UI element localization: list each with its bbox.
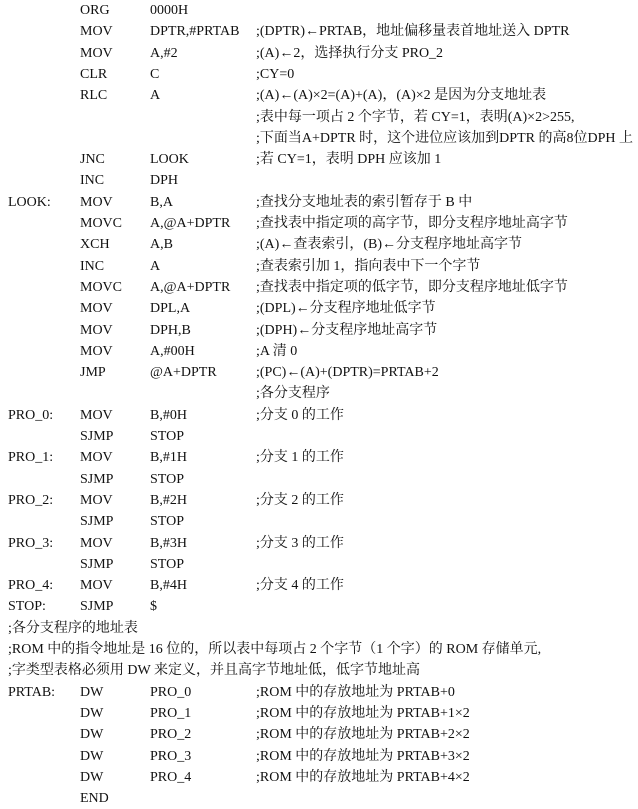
code-mnemonic: SJMP (80, 599, 114, 615)
code-line (0, 405, 638, 426)
code-line (0, 554, 638, 575)
code-line (0, 192, 638, 213)
code-line (0, 341, 638, 362)
code-operand: A,#00H (150, 343, 195, 359)
code-mnemonic: XCH (80, 237, 110, 253)
code-line (0, 746, 638, 767)
code-comment: ;ROM 中的存放地址为 PRTAB+0 (256, 684, 455, 700)
code-line (0, 490, 638, 511)
code-operand: A (150, 88, 161, 104)
code-label: PRO_2: (8, 492, 54, 508)
code-line (0, 426, 638, 447)
code-operand: B,#2H (150, 492, 187, 508)
code-mnemonic: MOV (80, 322, 113, 338)
code-mnemonic: MOV (80, 407, 113, 423)
code-operand: STOP (150, 429, 184, 444)
code-comment: ;下面当A+DPTR 时，这个进位应该加到DPTR 的高8位DPH 上 (256, 130, 633, 146)
code-mnemonic: DW (80, 727, 104, 743)
code-line (0, 660, 638, 681)
code-operand: PRO_4 (150, 769, 192, 785)
comment-line: ;各分支程序的地址表 (8, 620, 138, 636)
code-line (0, 639, 638, 660)
code-label: PRO_4: (8, 578, 54, 594)
code-label: LOOK: (8, 194, 51, 210)
code-operand: A,@A+DPTR (150, 216, 231, 231)
code-mnemonic: MOV (80, 450, 113, 466)
code-line (0, 64, 638, 85)
code-line (0, 320, 638, 341)
code-operand: B,#0H (150, 407, 187, 423)
code-line (0, 703, 638, 724)
code-line (0, 511, 638, 532)
code-operand: A (150, 258, 161, 274)
code-line (0, 277, 638, 298)
code-comment: ;各分支程序 (256, 386, 330, 402)
code-mnemonic: MOV (80, 492, 113, 508)
code-line (0, 533, 638, 554)
code-operand: STOP (150, 514, 184, 530)
code-comment: ;(DPL)←分支程序地址低字节 (256, 301, 436, 317)
code-comment: ;查找分支地址表的索引暂存于 B 中 (256, 194, 473, 210)
code-operand: B,#1H (150, 450, 187, 466)
code-comment: ;(DPTR)←PRTAB，地址偏移量表首地址送入 DPTR (256, 24, 570, 40)
code-operand: @A+DPTR (150, 365, 217, 381)
code-operand: PRO_1 (150, 705, 192, 721)
code-mnemonic: CLR (80, 66, 108, 82)
code-mnemonic: SJMP (80, 556, 114, 572)
code-mnemonic: MOVC (80, 216, 123, 231)
code-label: PRTAB: (8, 684, 56, 700)
code-comment: ;(A)←2，选择执行分支 PRO_2 (256, 45, 444, 61)
code-operand: B,A (150, 194, 173, 210)
code-mnemonic: INC (80, 258, 105, 274)
code-mnemonic: END (80, 791, 109, 807)
code-operand: B,#4H (150, 578, 187, 594)
code-comment: ;CY=0 (256, 66, 295, 82)
code-comment: ;查找表中指定项的低字节，即分支程序地址低字节 (256, 279, 568, 295)
code-mnemonic: DW (80, 748, 104, 764)
code-line (0, 618, 638, 639)
code-mnemonic: JMP (80, 365, 106, 381)
code-mnemonic: MOV (80, 343, 113, 359)
code-mnemonic: DW (80, 769, 104, 785)
code-mnemonic: ORG (80, 3, 110, 18)
code-comment: ;(PC)←(A)+(DPTR)=PRTAB+2 (256, 365, 439, 381)
code-mnemonic: MOV (80, 578, 113, 594)
code-operand: A,#2 (150, 45, 178, 61)
code-comment: ;ROM 中的存放地址为 PRTAB+3×2 (256, 748, 470, 764)
code-operand: DPTR,#PRTAB (150, 24, 240, 40)
code-comment: ;表中每一项占 2 个字节，若 CY=1，表明(A)×2>255, (256, 109, 575, 125)
code-comment: ;分支 0 的工作 (256, 407, 344, 423)
code-line (0, 213, 638, 234)
code-mnemonic: MOV (80, 45, 113, 61)
code-mnemonic: INC (80, 173, 105, 189)
code-line (0, 469, 638, 490)
code-line (0, 0, 638, 21)
code-mnemonic: MOV (80, 194, 113, 210)
code-comment: ;若 CY=1，表明 DPH 应该加 1 (256, 152, 442, 168)
code-operand: STOP (150, 471, 184, 487)
code-comment: ;(A)←(A)×2=(A)+(A)，(A)×2 是因为分支地址表 (256, 88, 547, 104)
code-comment: ;分支 2 的工作 (256, 492, 344, 508)
code-line (0, 170, 638, 191)
code-comment: ;ROM 中的存放地址为 PRTAB+4×2 (256, 769, 470, 785)
code-operand: $ (150, 599, 157, 615)
code-label: PRO_1: (8, 450, 54, 466)
code-comment: ;查表索引加 1，指向表中下一个字节 (256, 258, 481, 274)
code-line (0, 682, 638, 703)
code-comment: ;ROM 中的存放地址为 PRTAB+1×2 (256, 705, 470, 721)
code-line (0, 256, 638, 277)
code-line (0, 128, 638, 149)
code-line (0, 447, 638, 468)
code-line (0, 43, 638, 64)
code-mnemonic: MOV (80, 301, 113, 317)
code-label: PRO_3: (8, 535, 54, 551)
code-line (0, 298, 638, 319)
code-operand: STOP (150, 556, 184, 572)
code-comment: ;ROM 中的存放地址为 PRTAB+2×2 (256, 727, 470, 743)
code-operand: PRO_3 (150, 748, 192, 764)
code-operand: DPL,A (150, 301, 191, 317)
code-line (0, 149, 638, 170)
code-comment: ;查找表中指定项的高字节，即分支程序地址高字节 (256, 216, 568, 231)
code-operand: LOOK (150, 152, 189, 168)
code-operand: PRO_2 (150, 727, 192, 743)
code-line (0, 234, 638, 255)
code-comment: ;A 清 0 (256, 343, 298, 359)
comment-line: ;ROM 中的指令地址是 16 位的，所以表中每项占 2 个字节（1 个字）的 ROM 存储单元, (8, 642, 542, 657)
code-operand: 0000H (150, 3, 189, 18)
code-comment: ;(A)←查表索引，(B)←分支程序地址高字节 (256, 237, 522, 253)
code-line (0, 724, 638, 745)
code-line (0, 362, 638, 383)
code-operand: PRO_0 (150, 684, 192, 700)
code-comment: ;分支 3 的工作 (256, 535, 344, 551)
code-line (0, 21, 638, 42)
code-line (0, 383, 638, 404)
code-line (0, 596, 638, 617)
code-operand: C (150, 66, 160, 82)
code-mnemonic: DW (80, 684, 104, 700)
code-mnemonic: RLC (80, 88, 108, 104)
code-comment: ;分支 1 的工作 (256, 450, 344, 466)
comment-line: ;字类型表格必须用 DW 来定义，并且高字节地址低，低字节地址高 (8, 663, 420, 679)
code-comment: ;(DPH)←分支程序地址高字节 (256, 322, 438, 338)
code-line (0, 767, 638, 788)
code-operand: B,#3H (150, 535, 187, 551)
code-line (0, 107, 638, 128)
code-mnemonic: SJMP (80, 429, 114, 444)
code-line (0, 575, 638, 596)
code-operand: A,B (150, 237, 173, 253)
code-mnemonic: JNC (80, 152, 105, 168)
code-line (0, 85, 638, 106)
code-mnemonic: MOV (80, 24, 113, 40)
code-comment: ;分支 4 的工作 (256, 578, 344, 594)
code-mnemonic: SJMP (80, 514, 114, 530)
code-label: PRO_0: (8, 407, 54, 423)
code-label: STOP: (8, 599, 46, 615)
code-mnemonic: MOVC (80, 279, 123, 295)
code-operand: DPH,B (150, 322, 191, 338)
code-operand: DPH (150, 173, 179, 189)
code-mnemonic: SJMP (80, 471, 114, 487)
code-mnemonic: DW (80, 705, 104, 721)
code-operand: A,@A+DPTR (150, 279, 231, 295)
code-line (0, 788, 638, 809)
code-mnemonic: MOV (80, 535, 113, 551)
